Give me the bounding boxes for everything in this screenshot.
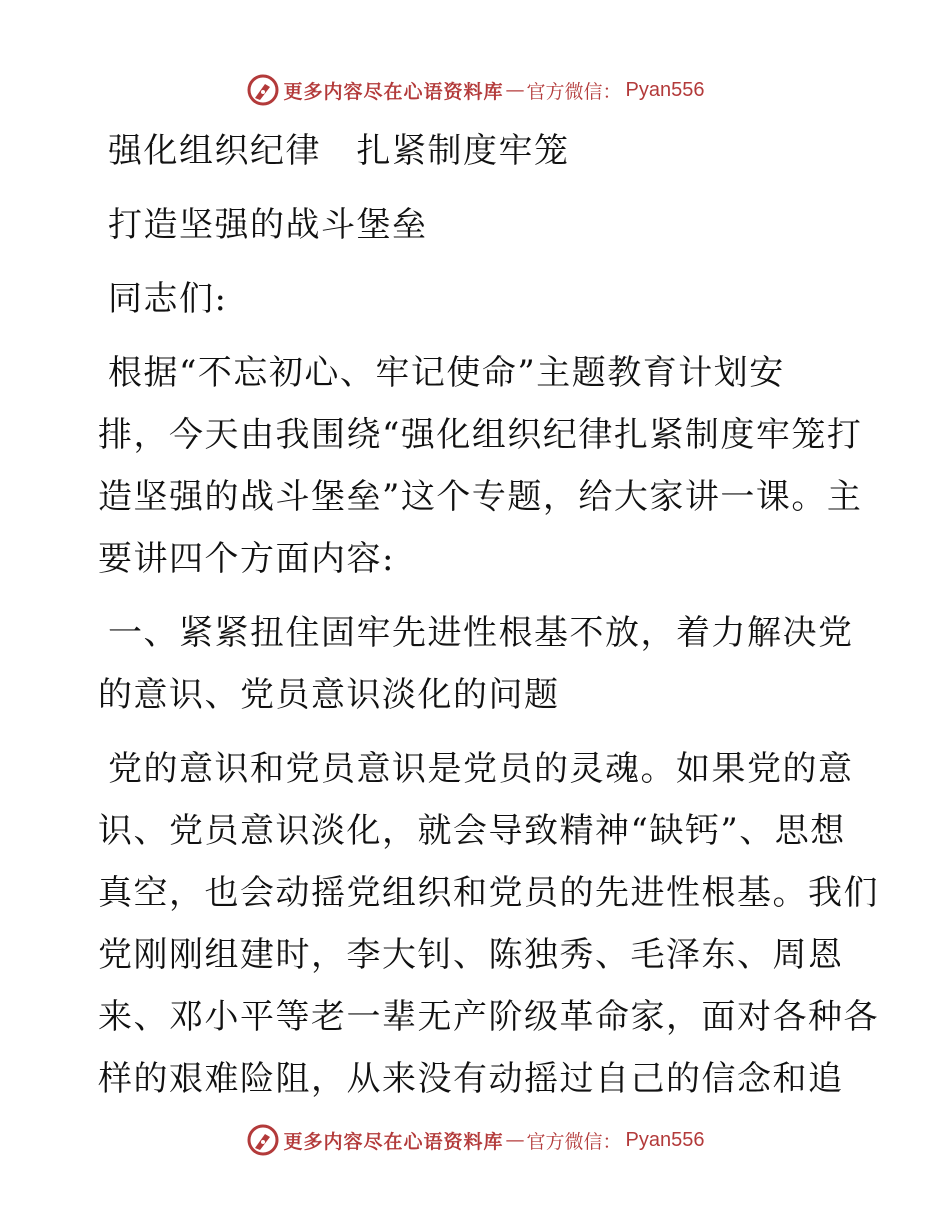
paragraph-line: 样的艰难险阻，从来没有动摇过自己的信念和追 xyxy=(98,1059,844,1099)
intro-line: 根据“不忘初心、牢记使命”主题教育计划安 xyxy=(108,353,785,393)
paragraph-line: 真空，也会动摇党组织和党员的先进性根基。我们 xyxy=(98,873,879,913)
intro-line: 排，今天由我围绕“强化组织纪律扎紧制度牢笼打 xyxy=(98,415,863,455)
pen-nib-circle-icon xyxy=(246,73,280,107)
section-heading-line: 的意识、党员意识淡化的问题 xyxy=(98,675,560,715)
paragraph-line: 党的意识和党员意识是党员的灵魂。如果党的意 xyxy=(108,749,854,789)
paragraph-line: 来、邓小平等老一辈无产阶级革命家，面对各种各 xyxy=(98,997,879,1037)
document-body xyxy=(98,120,879,1110)
header-watermark-banner xyxy=(0,70,950,110)
paragraph-line: 党刚刚组建时，李大钊、陈独秀、毛泽东、周恩 xyxy=(98,935,844,975)
banner-wechat-label: 官方微信： xyxy=(526,1130,622,1153)
intro-line: 要讲四个方面内容: xyxy=(98,539,395,579)
banner-wechat-label: 官方微信： xyxy=(526,80,622,103)
banner-wechat-id: Pyan556 xyxy=(625,78,705,101)
section-heading-line: 一、紧紧扭住固牢先进性根基不放，着力解决党 xyxy=(108,613,854,653)
salutation: 同志们: xyxy=(108,279,228,319)
paragraph-line: 识、党员意识淡化，就会导致精神“缺钙”、思想 xyxy=(98,811,846,851)
pen-nib-circle-icon xyxy=(246,1123,280,1157)
banner-dash: — xyxy=(505,1129,525,1151)
banner-dash: — xyxy=(505,79,525,101)
title-line-1: 强化组织纪律 扎紧制度牢笼 xyxy=(108,131,570,171)
banner-site-name: 更多内容尽在心语资料库 xyxy=(283,1130,504,1153)
intro-line: 造坚强的战斗堡垒”这个专题，给大家讲一课。主 xyxy=(98,477,863,517)
title-line-2: 打造坚强的战斗堡垒 xyxy=(108,205,428,245)
footer-watermark-banner xyxy=(0,1120,950,1160)
banner-site-name: 更多内容尽在心语资料库 xyxy=(283,80,504,103)
banner-wechat-id: Pyan556 xyxy=(625,1128,705,1151)
